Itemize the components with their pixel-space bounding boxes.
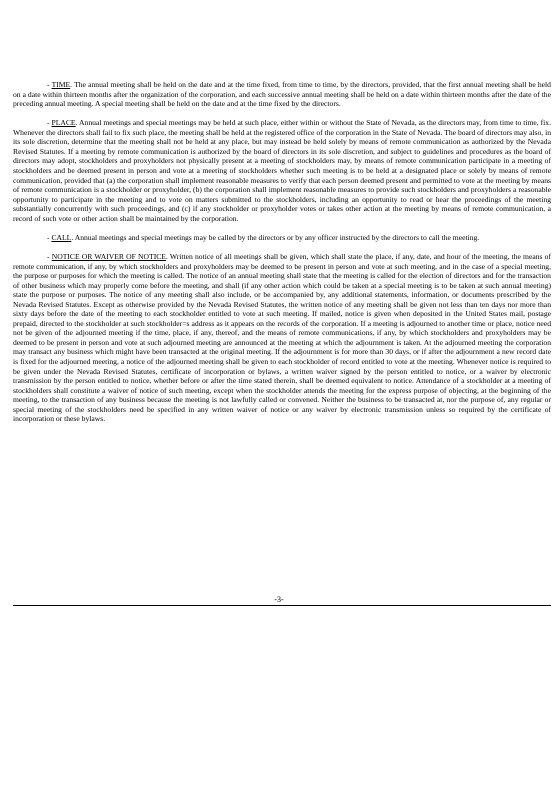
section-heading-notice: NOTICE OR WAIVER OF NOTICE — [51, 251, 166, 261]
section-body-time: . The annual meeting shall be held on the date and at the time fixed, from time to time, by the directors, provided, that the first annual meeting shall be held on a date within thirteen months after the organization of the corporation, and each successive annual meeting shall be held on a date within thirteen months after the date of the preceding annual meeting. A special meeting shall be held on the date and at the time fixed by the directors. — [13, 80, 551, 109]
section-heading-call: CALL — [51, 232, 72, 242]
section-time — [13, 80, 551, 109]
page-number: -3- — [274, 595, 284, 604]
document-body — [13, 80, 551, 433]
section-prefix: - — [47, 251, 52, 261]
section-heading-place: PLACE — [51, 118, 76, 128]
section-body-call: . Annual meetings and special meetings may be called by the directors or by any officer instructed by the directors to call the meeting. — [71, 232, 480, 242]
section-body-place: . Annual meetings and special meetings may be held at such place, either within or without the State of Nevada, as the directors may, from time to time, fix. Whenever the directors shall fail to fix such place, the meeting shall be held at the registered office of the corporation in the State of Nevada. The board of directors may also, in its sole discretion, determine that the meeting shall not be held at any place, but may instead be held solely by means of remote communication as authorized by the Nevada Revised Statutes. If a meeting by remote communication is authorized by the board of directors in its sole discretion, and subject to guidelines and procedures as the board of directors may adopt, stockholders and proxyholders not physically present at a meeting of stockholders may, by means of remote communication participate in a meeting of stockholders and be deemed present in person and vote at a meeting of stockholders whether such meeting is to be held at a designated place or solely by means of remote communication, provided that (a) the corporation shall implement reasonable measures to verify that each person deemed present and permitted to vote at the meeting by means of remote communication is a stockholder or proxyholder, (b) the corporation shall implement reasonable measures to provide such stockholders and proxyholders a reasonable opportunity to participate in the meeting and to vote on matters submitted to the stockholders, including an opportunity to read or hear the proceedings of the meeting substantially concurrently with such proceedings, and (c) if any stockholder or proxyholder votes or takes other action at the meeting by means of remote communication, a record of such vote or other action shall be maintained by the corporation. — [13, 118, 551, 223]
section-place — [13, 118, 551, 223]
section-body-notice: . Written notice of all meetings shall be given, which shall state the place, if any, date, and hour of the meeting, the means of remote communication, if any, by which stockholders and proxyholders may be deemed to be present in person and vote at such meeting, and in the case of a special meeting, the purpose or purposes for which the meeting is called. The notice of an annual meeting shall state that the meeting is called for the election of directors and for the transaction of other business which may properly come before the meeting, and shall (if any other action which could be taken at a special meeting is to be taken at such annual meeting) state the purpose or purposes. The notice of any meeting shall also include, or be accompanied by, any additional statements, information, or documents prescribed by the Nevada Revised Statutes. Except as otherwise provided by the Nevada Revised Statutes, the written notice of any meeting shall be given not less than ten days nor more than sixty days before the date of the meeting to each stockholder entitled to vote at such meeting. If mailed, notice is given when deposited in the United States mail, postage prepaid, directed to the stockholder at such stockholder=s address as it appears on the records of the corporation. If a meeting is adjourned to another time or place, notice need not be given of the adjourned meeting if the time, place, if any, thereof, and the means of remote communications, if any, by which stockholders and proxyholders may be deemed to be present in person and vote at such adjourned meeting are announced at the meeting at which the adjournment is taken. At the adjourned meeting the corporation may transact any business which might have been transacted at the original meeting. If the adjournment is for more than 30 days, or if after the adjournment a new record date is fixed for the adjourned meeting, a notice of the adjourned meeting shall be given to each stockholder of record entitled to vote at the meeting. Whenever notice is required to be given under the Nevada Revised Statutes, certificate of incorporation or bylaws, a written waiver signed by the person entitled to notice, or a waiver by electronic transmission by the person entitled to notice, whether before or after the time stated therein, shall be deemed equivalent to notice. Attendance of a stockholder at a meeting of stockholders shall constitute a waiver of notice of such meeting, except when the stockholder attends the meeting for the express purpose of objecting, at the beginning of the meeting, to the transaction of any business because the meeting is not lawfully called or convened. Neither the business to be transacted at, nor the purpose of, any regular or special meeting of the stockholders need be specified in any written waiver of notice or any waiver by electronic transmission unless so required by the certificate of incorporation or these bylaws. — [13, 251, 551, 424]
section-prefix: - — [47, 118, 52, 128]
section-heading-time: TIME — [51, 80, 71, 89]
section-call — [13, 233, 551, 243]
footer-rule — [13, 605, 551, 606]
section-prefix: - — [47, 80, 52, 89]
section-prefix: - — [47, 232, 52, 242]
section-notice — [13, 252, 551, 424]
